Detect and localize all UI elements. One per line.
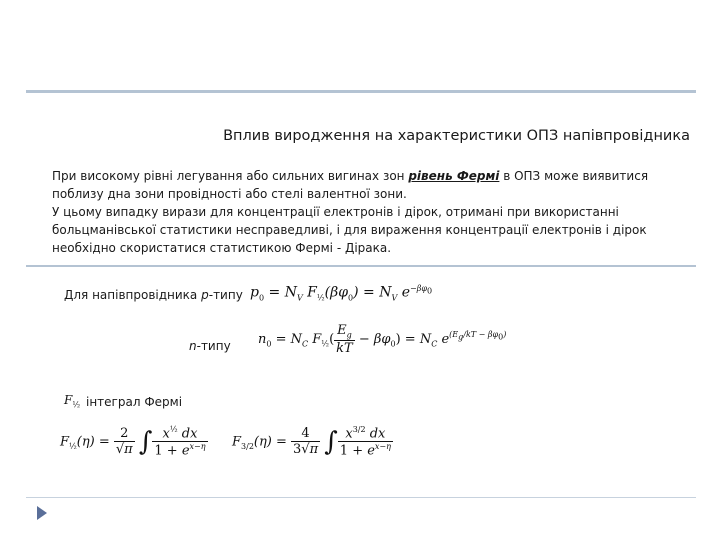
middle-divider [26,265,696,267]
next-slide-arrow-icon[interactable] [37,506,47,520]
fermi-integral-label: інтеграл Фермі [86,395,183,409]
fermi-integral-symbol: $F_{\frac{1}{2}}$ [64,393,81,410]
n-type-label: n-типу [189,339,231,353]
fermi-integral-half: $F_{\frac{1}{2}}(\eta)$ = $\frac{2}{√\pi}$ ∫ $\frac{x^{\frac{1}{2}} dx}{1 + e^{x-\eta}}$ [60,425,206,459]
paragraph-2: У цьому випадку вирази для концентрації електронів і дірок, отримані при використанні больцманівської статистики несправедливі, і для вираження концентрації електронів і дірок необхідно скористатися статистикою Фермі - Дірака. [52,205,647,255]
p-type-formula: $p_0 = N_V$ $F_{\frac{1}{2}}(\beta\varphi_0) = N_V$ $e^{-\beta\varphi_0}$ [250,284,433,303]
fermi-integral-three-halves: $F_{3/2}(\eta)$ = $\frac{4}{3√\pi}$ ∫ $\frac{x^{3/2} dx}{1 + e^{x-\eta}}$ [232,425,391,459]
fermi-level-term: рівень Фермі [408,169,500,183]
body-text [52,167,652,261]
paragraph-1-start: При високому рівні легування або сильних вигинах зон [52,169,409,183]
n-type-formula: $n_0 = N_C$ $F_{\frac{1}{2}}$( $\frac{E_g}{kT}$ − $\beta\varphi_0) = N_C$ $e^{(E_g/kT - \beta\varphi_0)}$ [258,323,507,356]
p-type-label: Для напівпровідника p-типу [64,288,243,302]
slide-title: Вплив виродження на характеристики ОПЗ напівпровідника [223,128,690,144]
bottom-divider [26,497,696,498]
paragraph-1-end: в ОПЗ може виявитися поблизу дна зони провідності або стелі валентної зони. [52,169,649,201]
top-divider [26,90,696,93]
